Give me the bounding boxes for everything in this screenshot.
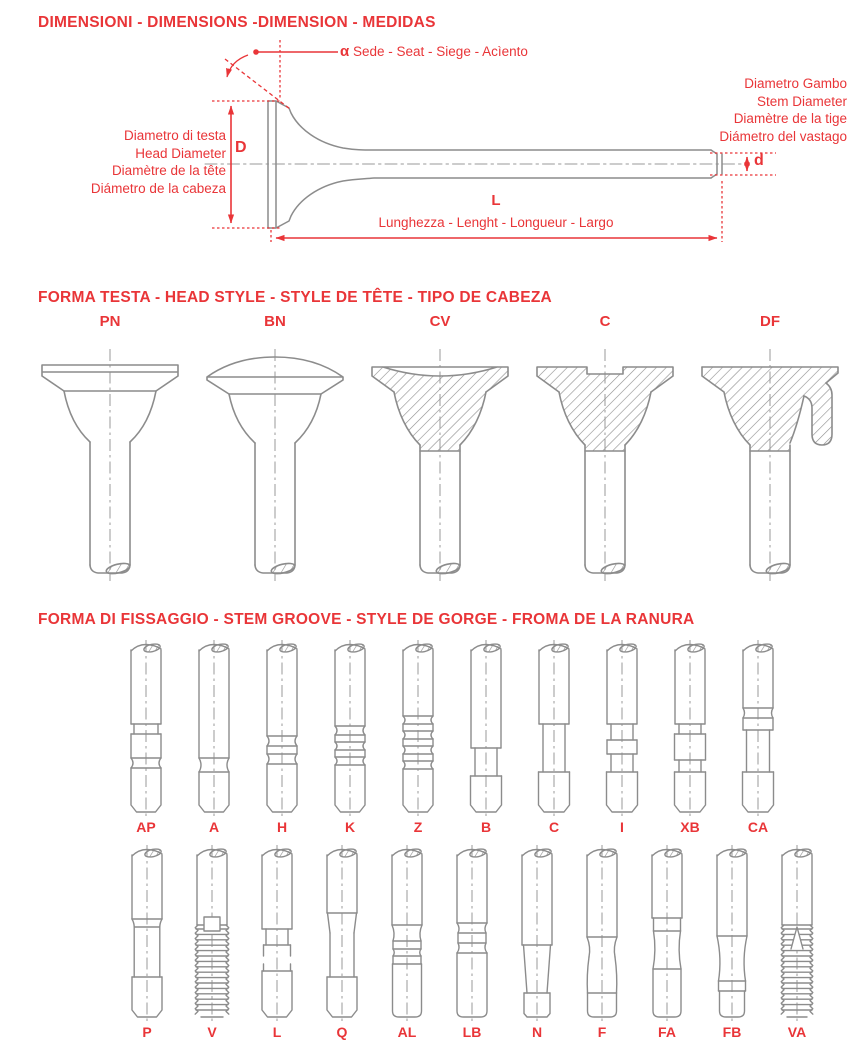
stem-groove-figure-fa: [639, 843, 695, 1023]
stem-groove-figure-f: [574, 843, 630, 1023]
head-style-label-pn: PN: [99, 313, 121, 330]
stem-groove-item-xb: [662, 638, 718, 837]
stem-groove-figure-a: [186, 638, 242, 818]
stem-groove-label-k: K: [344, 819, 356, 835]
dim-d-label: d: [754, 152, 764, 169]
stem-groove-label-fa: FA: [658, 1024, 676, 1040]
seat-angle-label: [340, 43, 528, 61]
stem-groove-label-xb: XB: [680, 819, 700, 835]
stem-groove-row-1: [118, 638, 786, 837]
alpha-symbol: α: [340, 43, 350, 60]
stem-groove-label-lb: LB: [462, 1024, 482, 1040]
head-diameter-line: Diamètre de la tête: [111, 163, 226, 178]
stem-diameter-line: Diámetro del vastago: [719, 128, 847, 144]
head-style-label-bn: BN: [264, 313, 286, 330]
stem-groove-figure-v: [184, 843, 240, 1023]
stem-groove-item-h: [254, 638, 310, 837]
stem-groove-item-q: [314, 843, 370, 1042]
stem-groove-item-a: [186, 638, 242, 837]
stem-groove-figure-ca: [730, 638, 786, 818]
dimensions-title: DIMENSIONI - DIMENSIONS -DIMENSION - MEDIDAS: [38, 14, 436, 31]
angle-pivot-dot: [253, 49, 259, 55]
stem-groove-item-l: [249, 843, 305, 1042]
stem-groove-item-i: [594, 638, 650, 837]
stem-groove-figure-i: [594, 638, 650, 818]
stem-groove-item-ca: [730, 638, 786, 837]
stem-groove-label-q: Q: [336, 1024, 348, 1040]
stem-groove-figure-b: [458, 638, 514, 818]
stem-groove-label-c: C: [548, 819, 560, 835]
stem-groove-figure-fb: [704, 843, 760, 1023]
head-style-label-df: DF: [760, 313, 780, 330]
dim-D-label: D: [235, 139, 247, 156]
stem-diameter-label: [719, 75, 847, 145]
stem-groove-figure-lb: [444, 843, 500, 1023]
length-label: Lunghezza - Lenght - Longueur - Largo: [378, 215, 614, 230]
head-style-label-c: C: [599, 313, 611, 330]
stem-groove-item-c: [526, 638, 582, 837]
stem-groove-label-f: F: [597, 1024, 607, 1040]
stem-diameter-line: Diametro Gambo: [744, 76, 847, 91]
stem-groove-item-al: [379, 843, 435, 1042]
head-style-item-pn: [35, 313, 185, 585]
stem-groove-figure-z: [390, 638, 446, 818]
head-style-figure-df: [695, 335, 845, 585]
dim-L-label: L: [491, 192, 501, 209]
stem-groove-figure-al: [379, 843, 435, 1023]
stem-groove-figure-xb: [662, 638, 718, 818]
head-diameter-line: Head Diameter: [135, 145, 226, 161]
stem-groove-figure-ap: [118, 638, 174, 818]
stem-groove-label-b: B: [480, 819, 492, 835]
stem-groove-label-a: A: [208, 819, 220, 835]
stem-groove-figure-q: [314, 843, 370, 1023]
stem-groove-figure-c: [526, 638, 582, 818]
stem-groove-figure-k: [322, 638, 378, 818]
stem-groove-label-z: Z: [413, 819, 423, 835]
stem-groove-figure-n: [509, 843, 565, 1023]
stem-groove-item-z: [390, 638, 446, 837]
head-style-row: [35, 313, 845, 585]
stem-groove-item-lb: [444, 843, 500, 1042]
stem-groove-figure-h: [254, 638, 310, 818]
head-style-figure-cv: [365, 335, 515, 585]
head-style-title: FORMA TESTA - HEAD STYLE - STYLE DE TÊTE - TIPO DE CABEZA: [38, 289, 552, 306]
head-diameter-label: [91, 127, 226, 197]
stem-groove-item-v: [184, 843, 240, 1042]
stem-groove-item-f: [574, 843, 630, 1042]
stem-groove-item-n: [509, 843, 565, 1042]
stem-groove-label-l: L: [272, 1024, 282, 1040]
stem-groove-label-ca: CA: [747, 819, 769, 835]
stem-groove-title: FORMA DI FISSAGGIO - STEM GROOVE - STYLE DE GORGE - FROMA DE LA RANURA: [38, 611, 695, 628]
head-style-figure-bn: [200, 335, 350, 585]
head-style-item-c: [530, 313, 680, 585]
stem-groove-item-va: [769, 843, 825, 1042]
head-style-item-df: [695, 313, 845, 585]
head-diameter-line: Diametro di testa: [123, 128, 226, 143]
stem-groove-figure-p: [119, 843, 175, 1023]
stem-groove-figure-va: [769, 843, 825, 1023]
stem-groove-item-fa: [639, 843, 695, 1042]
head-style-figure-pn: [35, 335, 185, 585]
stem-groove-item-ap: [118, 638, 174, 837]
stem-groove-item-b: [458, 638, 514, 837]
stem-groove-label-al: AL: [397, 1024, 417, 1040]
stem-groove-row-2: [119, 843, 825, 1042]
stem-groove-item-fb: [704, 843, 760, 1042]
stem-diameter-line: Diamètre de la tige: [733, 111, 847, 126]
stem-groove-item-p: [119, 843, 175, 1042]
head-style-figure-c: [530, 335, 680, 585]
stem-groove-label-n: N: [531, 1024, 543, 1040]
stem-groove-label-v: V: [207, 1024, 217, 1040]
head-style-item-cv: [365, 313, 515, 585]
seat-angle-text: Sede - Seat - Siege - Acìento: [353, 44, 528, 59]
stem-groove-label-va: VA: [787, 1024, 807, 1040]
stem-groove-label-ap: AP: [136, 819, 156, 835]
stem-groove-figure-l: [249, 843, 305, 1023]
stem-groove-label-fb: FB: [722, 1024, 742, 1040]
stem-diameter-line: Stem Diameter: [756, 93, 847, 109]
stem-groove-label-p: P: [142, 1024, 152, 1040]
head-style-label-cv: CV: [429, 313, 451, 330]
stem-groove-item-k: [322, 638, 378, 837]
stem-groove-label-i: I: [620, 819, 624, 835]
head-diameter-line: Diámetro de la cabeza: [90, 180, 226, 196]
head-style-item-bn: [200, 313, 350, 585]
stem-groove-label-h: H: [276, 819, 288, 835]
